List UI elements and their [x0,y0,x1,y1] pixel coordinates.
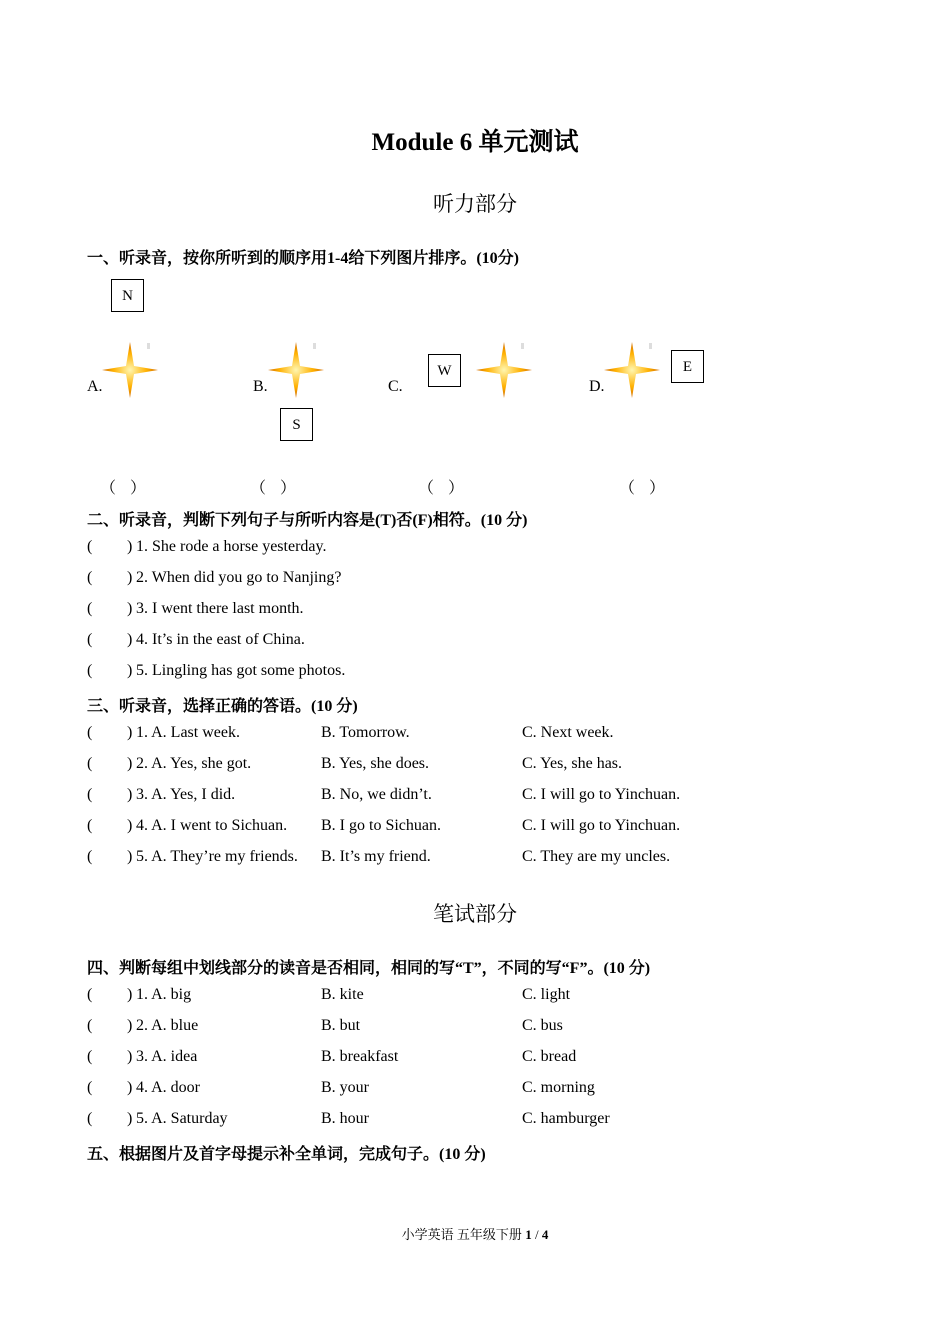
compass-star-icon [602,340,662,400]
option-a-label: A. [87,378,103,395]
answer-blank-b[interactable]: （ ） [250,480,297,497]
page-footer [0,1224,950,1243]
answer-blank-a[interactable]: （ ） [100,480,147,497]
compass-south-box: S [280,408,313,441]
compass-east-box: E [671,350,704,383]
page-number: 1 [525,1227,532,1242]
answer-blank-c[interactable]: （ ） [418,480,465,497]
q3-heading: 三、听录音，选择正确的答语。(10 分) [87,698,358,715]
page-title: Module 6 单元测试 [371,129,579,156]
compass-star-icon [474,340,534,400]
section-writing: 笔试部分 [433,902,517,926]
q4-heading: 四、判断每组中划线部分的读音是否相同，相同的写“T”，不同的写“F”。(10 分) [87,960,651,977]
compass-star-icon [266,340,326,400]
page-separator: / [531,1227,542,1242]
footer-text: 小学英语 五年级下册 [401,1227,526,1242]
answer-blank-d[interactable]: （ ） [619,480,666,497]
option-c-label: C. [388,378,403,395]
page-total: 4 [541,1227,549,1242]
q2-heading: 二、听录音，判断下列句子与所听内容是(T)否(F)相符。(10 分) [87,512,528,529]
q5-heading: 五、根据图片及首字母提示补全单词，完成句子。(10 分) [87,1146,486,1163]
section-listening: 听力部分 [433,192,517,216]
option-b-label: B. [253,378,268,395]
compass-star-icon [100,340,160,400]
q1-heading: 一、听录音，按你所听到的顺序用1-4给下列图片排序。(10分) [87,250,519,267]
option-d-label: D. [589,378,605,395]
compass-north-box: N [111,279,144,312]
compass-west-box: W [428,354,461,387]
